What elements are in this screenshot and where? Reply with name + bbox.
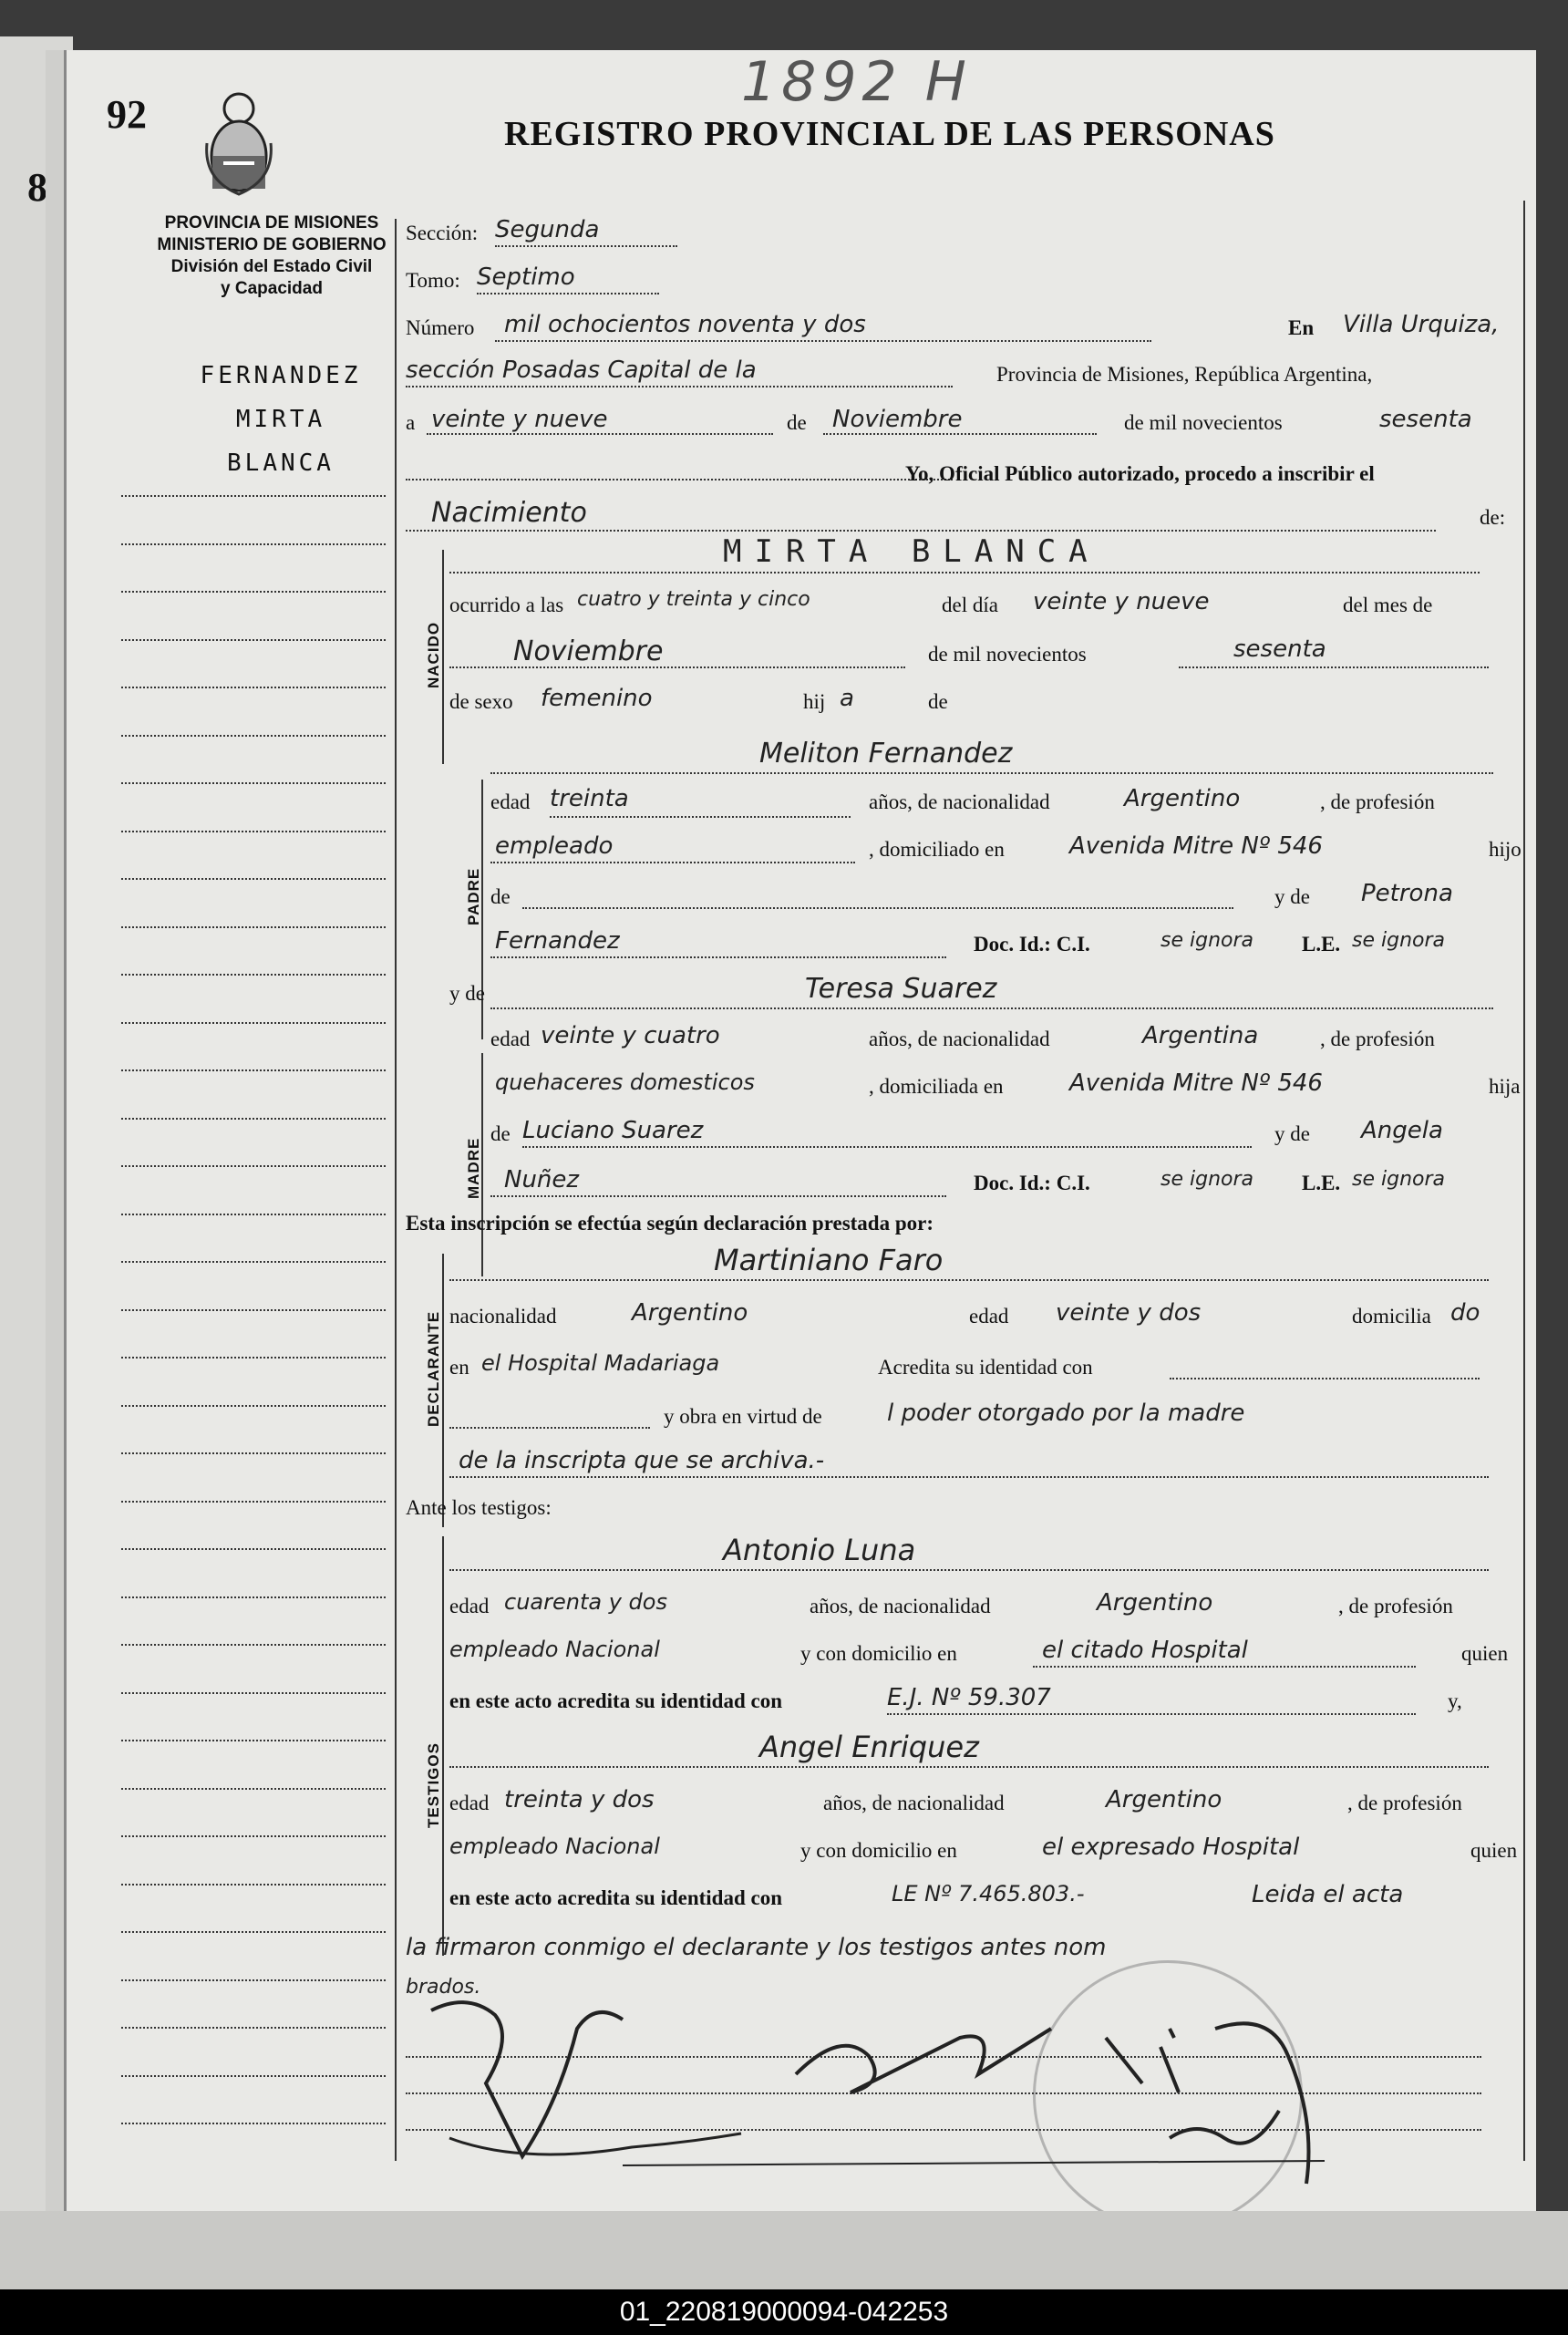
document-title: REGISTRO PROVINCIAL DE LAS PERSONAS — [504, 115, 1275, 153]
madre-edad-label: edad — [490, 1028, 531, 1050]
margin-ruled-line — [121, 1501, 386, 1503]
testigo1-dom-label: y con domicilio en — [800, 1642, 957, 1665]
testigos-text: Ante los testigos: — [406, 1496, 552, 1519]
testigo2-quien-label: quien — [1470, 1839, 1518, 1862]
scan-id-footer: 01_220819000094-042253 — [0, 2289, 1568, 2335]
nacido-dia: veinte y nueve — [1033, 588, 1210, 615]
margin-ruled-line — [121, 1740, 386, 1741]
del-mes-label: del mes de — [1343, 594, 1433, 616]
cierre-line-2: brados. — [406, 1976, 481, 1999]
margin-divider — [395, 219, 397, 2161]
madre-nacionalidad: Argentina — [1142, 1022, 1259, 1049]
padre-nombre: Meliton Fernandez — [759, 738, 1013, 770]
page-number: 92 — [107, 92, 147, 137]
ocurrido-label: ocurrido a las — [449, 594, 564, 616]
testigo1-nacionalidad: Argentino — [1097, 1589, 1213, 1617]
testigo2-edad-label: edad — [449, 1792, 490, 1814]
madre-doc-label: Doc. Id.: C.I. — [974, 1172, 1090, 1194]
nacido-sexo: femenino — [541, 685, 653, 712]
padre-madre-de: Petrona — [1361, 880, 1453, 907]
madre-ci: se ignora — [1161, 1168, 1253, 1191]
padre-dom-label: , domiciliado en — [869, 838, 1005, 861]
madre-section-label: MADRE — [465, 1137, 482, 1199]
nacido-anio: sesenta — [1233, 635, 1326, 663]
testigo2-profesion: empleado Nacional — [449, 1834, 660, 1859]
padre-le-label: L.E. — [1302, 933, 1341, 956]
coat-of-arms-icon — [203, 88, 274, 198]
handwritten-record-number: 1892 H — [741, 50, 972, 114]
margin-ruled-line — [121, 1835, 386, 1837]
declarante-nombre: Martiniano Faro — [714, 1243, 944, 1277]
margin-ruled-line — [121, 1596, 386, 1598]
madre-padre-de: Luciano Suarez — [522, 1117, 704, 1144]
seccion-value: Segunda — [495, 216, 600, 243]
hij-suffix: a — [840, 685, 854, 712]
provincia-text: Provincia de Misiones, República Argentina, — [996, 363, 1373, 386]
fecha-dia: veinte y nueve — [431, 406, 608, 433]
margin-ruled-line — [121, 1644, 386, 1646]
padre-de-label: de — [490, 885, 511, 908]
margin-ruled-line — [121, 2027, 386, 2029]
madre-madre-apellido: Nuñez — [504, 1166, 580, 1193]
margin-ruled-line — [121, 1548, 386, 1550]
padre-profesion: empleado — [495, 832, 614, 860]
margin-ruled-line — [121, 735, 386, 737]
issuer-province: PROVINCIA DE MISIONES — [164, 213, 379, 232]
testigos-section-label: TESTIGOS — [425, 1742, 442, 1828]
madre-madre-de: Angela — [1361, 1117, 1443, 1144]
testigo2-nac-label: años, de nacionalidad — [823, 1792, 1005, 1814]
testigo1-acredita-label: en este acto acredita su identidad con — [449, 1689, 783, 1712]
padre-prof-label: , de profesión — [1320, 790, 1435, 813]
issuer-division-2: y Capacidad — [221, 279, 323, 298]
testigo1-documento: E.J. Nº 59.307 — [887, 1684, 1051, 1711]
en-label: En — [1288, 316, 1315, 339]
testigo2-prof-label: , de profesión — [1347, 1792, 1462, 1814]
madre-le: se ignora — [1352, 1168, 1445, 1191]
margin-ruled-line — [121, 782, 386, 784]
testigo2-domicilio: el expresado Hospital — [1042, 1834, 1300, 1861]
issuer-header — [121, 212, 422, 300]
margin-ruled-line — [121, 1979, 386, 1981]
acto-value: Nacimiento — [431, 497, 587, 529]
testigo1-edad-label: edad — [449, 1595, 490, 1617]
anio-label: de mil novecientos — [1124, 411, 1283, 434]
padre-section-label: PADRE — [465, 867, 482, 925]
issuer-ministry: MINISTERIO DE GOBIERNO — [157, 235, 387, 254]
margin-ruled-line — [121, 1884, 386, 1886]
testigo2-documento: LE Nº 7.465.803.- — [892, 1881, 1085, 1906]
del-dia-label: del día — [942, 594, 998, 616]
nacido-anio-label: de mil novecientos — [928, 643, 1087, 666]
a-label: a — [406, 411, 416, 434]
declarante-nac-label: nacionalidad — [449, 1305, 557, 1328]
margin-ruled-line — [121, 1261, 386, 1263]
declaracion-text: Esta inscripción se efectúa según declaración prestada por: — [406, 1212, 934, 1235]
tomo-label: Tomo: — [406, 269, 460, 292]
margin-ruled-line — [121, 1788, 386, 1790]
madre-hija-label: hija — [1489, 1075, 1521, 1098]
cierre-line-1: la firmaron conmigo el declarante y los testigos antes nom — [406, 1934, 1107, 1961]
declarante-nacionalidad: Argentino — [632, 1299, 748, 1327]
padre-edad-label: edad — [490, 790, 531, 813]
padre-ci: se ignora — [1161, 929, 1253, 952]
padre-hijo-label: hijo — [1489, 838, 1522, 861]
margin-ruled-line — [121, 1692, 386, 1694]
testigo2-acredita-label: en este acto acredita su identidad con — [449, 1886, 783, 1909]
signatures — [413, 1974, 1461, 2220]
padre-nac-label: años, de nacionalidad — [869, 790, 1050, 813]
testigo2-nombre: Angel Enriquez — [759, 1730, 979, 1764]
margin-ruled-line — [121, 1165, 386, 1167]
binding-edge — [0, 2211, 1568, 2289]
testigo1-y-label: y, — [1448, 1689, 1462, 1712]
issuer-division: División del Estado Civil — [170, 257, 373, 276]
margin-ruled-line — [121, 1357, 386, 1359]
seccion-label: Sección: — [406, 222, 479, 244]
madre-domicilio: Avenida Mitre Nº 546 — [1069, 1069, 1323, 1097]
madre-de-label: de — [490, 1122, 511, 1145]
margin-second-name: BLANCA — [227, 449, 335, 477]
margin-ruled-line — [121, 591, 386, 593]
testigo1-edad: cuarenta y dos — [504, 1589, 667, 1615]
madre-nombre: Teresa Suarez — [805, 973, 997, 1005]
margin-ruled-line — [121, 1214, 386, 1215]
sexo-label: de sexo — [449, 690, 513, 713]
declarante-obra-label: y obra en virtud de — [664, 1405, 822, 1428]
declarante-edad-label: edad — [969, 1305, 1009, 1328]
lugar-value: sección Posadas Capital de la — [406, 356, 757, 384]
margin-first-name: MIRTA — [235, 406, 326, 433]
right-border — [1523, 201, 1525, 2161]
declarante-dom-label: domicilia — [1352, 1305, 1431, 1328]
numero-label: Número — [406, 316, 475, 339]
de-colon-label: de: — [1480, 506, 1506, 529]
madre-le-label: L.E. — [1302, 1172, 1341, 1194]
padre-doc-label: Doc. Id.: C.I. — [974, 933, 1090, 956]
madre-yde2-label: y de — [1274, 1122, 1310, 1145]
madre-profesion: quehaceres domesticos — [495, 1069, 755, 1095]
padre-edad: treinta — [550, 785, 629, 812]
madre-nac-label: años, de nacionalidad — [869, 1028, 1050, 1050]
testigo1-prof-label: , de profesión — [1338, 1595, 1453, 1617]
declarante-en-label: en — [449, 1356, 469, 1379]
margin-ruled-line — [121, 639, 386, 641]
tomo-value: Septimo — [477, 263, 575, 291]
testigo1-quien-label: quien — [1461, 1642, 1509, 1665]
de-label: de — [787, 411, 807, 434]
madre-edad: veinte y cuatro — [541, 1022, 720, 1049]
margin-ruled-line — [121, 926, 386, 928]
margin-ruled-line — [121, 974, 386, 976]
margin-ruled-line — [121, 495, 386, 497]
hij-label: hij — [803, 690, 826, 713]
margin-ruled-line — [121, 2075, 386, 2077]
margin-surname: FERNANDEZ — [200, 362, 362, 389]
margin-ruled-line — [121, 1022, 386, 1024]
declarante-obra-2: de la inscripta que se archiva.- — [459, 1447, 825, 1474]
margin-ruled-line — [121, 1309, 386, 1311]
fecha-mes: Noviembre — [832, 406, 963, 433]
testigo2-nacionalidad: Argentino — [1106, 1786, 1222, 1813]
margin-ruled-line — [121, 1452, 386, 1454]
madre-yde-label: y de — [449, 982, 485, 1005]
declarante-obra: l poder otorgado por la madre — [887, 1400, 1245, 1427]
nacido-mes: Noviembre — [513, 635, 664, 667]
declarante-dom-suffix: do — [1450, 1299, 1480, 1327]
margin-ruled-line — [121, 831, 386, 832]
margin-ruled-line — [121, 1931, 386, 1933]
leida-text: Leida el acta — [1252, 1881, 1404, 1908]
testigo1-nac-label: años, de nacionalidad — [810, 1595, 991, 1617]
testigo1-domicilio: el citado Hospital — [1042, 1637, 1248, 1664]
margin-ruled-line — [121, 687, 386, 688]
padre-le: se ignora — [1352, 929, 1445, 952]
declarante-edad: veinte y dos — [1056, 1299, 1202, 1327]
margin-ruled-line — [121, 543, 386, 545]
margin-ruled-line — [121, 1405, 386, 1407]
padre-domicilio: Avenida Mitre Nº 546 — [1069, 832, 1323, 860]
nacido-hora: cuatro y treinta y cinco — [577, 588, 810, 611]
underlying-page-number: 8 — [27, 165, 47, 210]
declarante-domicilio: el Hospital Madariaga — [481, 1350, 720, 1376]
padre-nacionalidad: Argentino — [1124, 785, 1241, 812]
oficial-text: Yo, Oficial Público autorizado, procedo a inscribir el — [905, 462, 1375, 485]
en-value: Villa Urquiza, — [1343, 311, 1500, 338]
declarante-acredita-label: Acredita su identidad con — [878, 1356, 1093, 1379]
hij-de-label: de — [928, 690, 948, 713]
nacido-section-label: NACIDO — [425, 621, 442, 688]
testigo1-nombre: Antonio Luna — [723, 1533, 916, 1567]
margin-ruled-line — [121, 1069, 386, 1071]
padre-madre-apellido: Fernandez — [495, 927, 620, 955]
numero-value: mil ochocientos noventa y dos — [504, 311, 866, 338]
madre-dom-label: , domiciliada en — [869, 1075, 1004, 1098]
testigo1-profesion: empleado Nacional — [449, 1637, 660, 1662]
underlying-page — [0, 36, 73, 2243]
testigo2-edad: treinta y dos — [504, 1786, 655, 1813]
margin-ruled-line — [121, 2123, 386, 2124]
madre-prof-label: , de profesión — [1320, 1028, 1435, 1050]
padre-yde-label: y de — [1274, 885, 1310, 908]
register-page — [64, 50, 1536, 2211]
testigo2-dom-label: y con domicilio en — [800, 1839, 957, 1862]
margin-ruled-line — [121, 1118, 386, 1120]
margin-ruled-line — [121, 878, 386, 880]
fecha-anio: sesenta — [1379, 406, 1472, 433]
nacido-nombre: MIRTA BLANCA — [723, 533, 1100, 570]
declarante-section-label: DECLARANTE — [425, 1310, 442, 1427]
